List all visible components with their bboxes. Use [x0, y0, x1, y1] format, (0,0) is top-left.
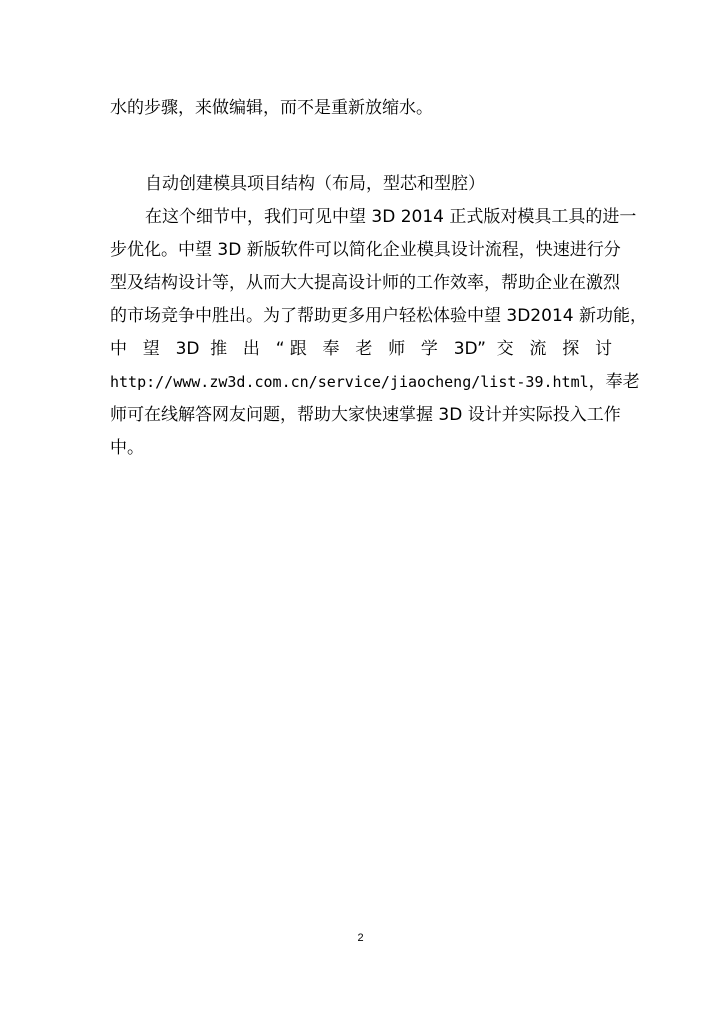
- page-number: 2: [357, 932, 364, 944]
- main-line-1: 在这个细节中，我们可见中望 3D 2014 正式版对模具工具的进一: [145, 207, 637, 227]
- heading-text: 自动创建模具项目结构（布局，型芯和型腔）: [145, 174, 485, 194]
- main-line-4: 的市场竞争中胜出。为了帮助更多用户轻松体验中望 3D2014 新功能，: [110, 306, 647, 326]
- main-line-6: [110, 366, 640, 399]
- section-heading: [110, 168, 612, 201]
- main-line-3: 型及结构设计等，从而大大提高设计师的工作效率，帮助企业在激烈: [110, 273, 620, 293]
- intro-paragraph: [110, 92, 612, 125]
- main-line-5: 中 望 3D 推 出 “跟 奉 老 师 学 3D” 交 流 探 讨: [110, 339, 612, 359]
- main-line-7: 师可在线解答网友问题，帮助大家快速掌握 3D 设计并实际投入工作: [110, 405, 621, 425]
- main-paragraph: [110, 201, 647, 465]
- service-url-link[interactable]: http://www.zw3d.com.cn/service/jiaocheng/list-39.html: [110, 373, 589, 391]
- main-line-6-tail: ，奉老: [588, 372, 640, 392]
- main-line-8: 中。: [110, 438, 144, 458]
- main-line-2: 步优化。中望 3D 新版软件可以简化企业模具设计流程，快速进行分: [110, 240, 621, 260]
- intro-line-1: 水的步骤，来做编辑，而不是重新放缩水。: [110, 98, 433, 118]
